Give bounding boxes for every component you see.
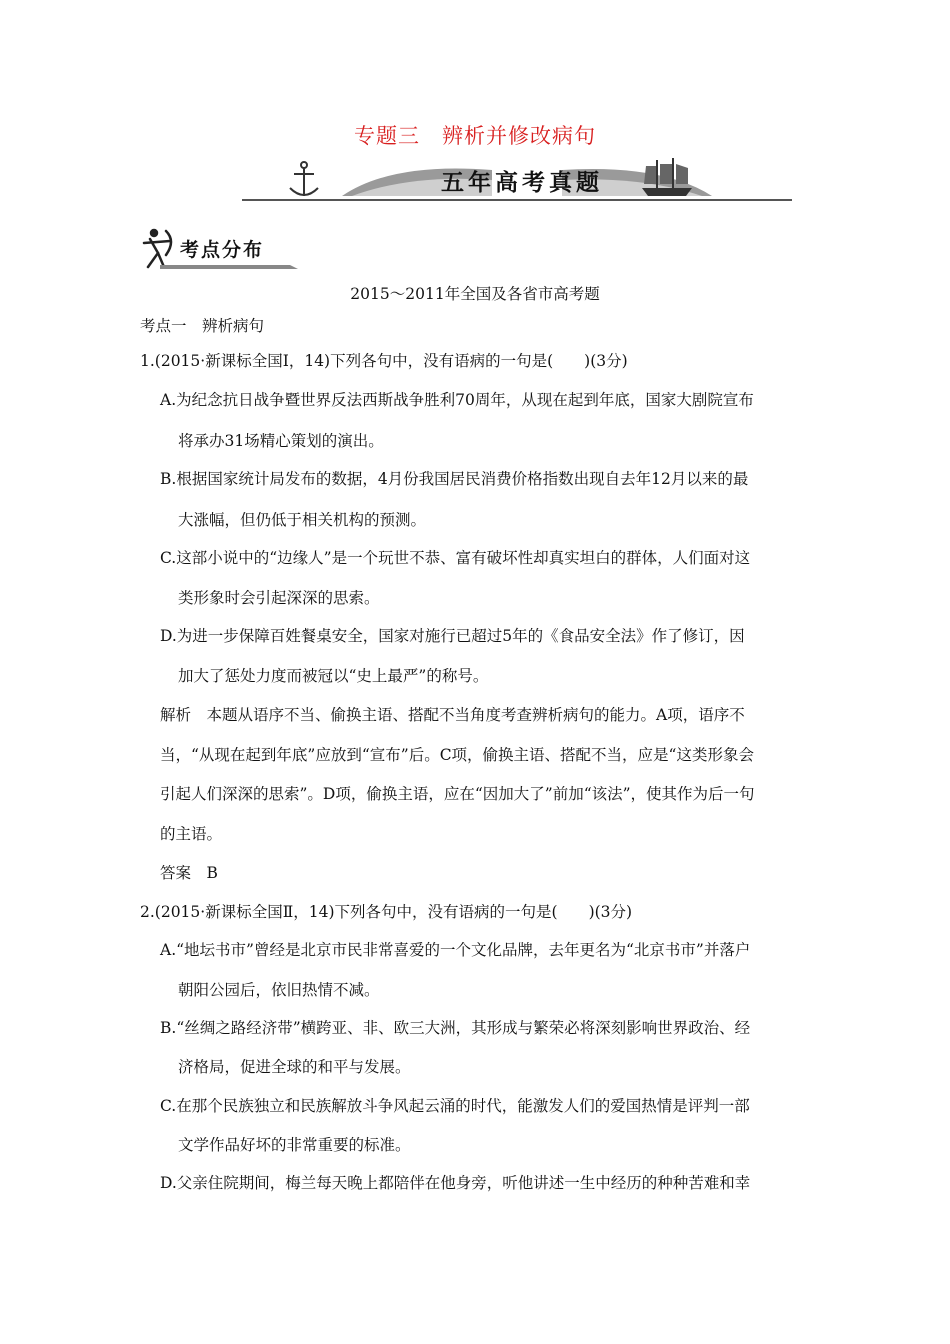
option-a-line1: A.“地坛书市”曾经是北京市民非常喜爱的一个文化品牌，去年更名为“北京书市”并落户 [160, 941, 751, 959]
option-d-line1: D.为进一步保障百姓餐桌安全，国家对施行已超过5年的《食品安全法》作了修订，因 [160, 627, 745, 645]
analysis-line1: 解析 本题从语序不当、偷换主语、搭配不当角度考查辨析病句的能力。A项，语序不 [160, 706, 745, 724]
option-c-line2: 类形象时会引起深深的思索。 [178, 589, 380, 607]
question-stem: 2.(2015·新课标全国Ⅱ，14)下列各句中，没有语病的一句是( )(3分) [140, 903, 633, 921]
option-c-line1: C.在那个民族独立和民族解放斗争风起云涌的时代，能激发人们的爱国热情是评判一部 [160, 1097, 750, 1115]
analysis-line4: 的主语。 [160, 825, 223, 843]
option-a-line2: 朝阳公园后，依旧热情不减。 [178, 981, 380, 999]
section-heading [140, 225, 300, 271]
option-d-line2: 加大了惩处力度而被冠以“史上最严”的称号。 [178, 667, 489, 685]
subtitle: 2015～2011年全国及各省市高考题 [350, 285, 600, 303]
option-d-line1: D.父亲住院期间，梅兰每天晚上都陪伴在他身旁，听他讲述一生中经历的种种苦难和幸 [160, 1174, 751, 1192]
option-b-line1: B.“丝绸之路经济带”横跨亚、非、欧三大洲，其形成与繁荣必将深刻影响世界政治、经 [160, 1019, 751, 1037]
option-b-line2: 大涨幅，但仍低于相关机构的预测。 [178, 511, 427, 529]
banner-title: 五年高考真题 [441, 170, 603, 196]
answer: 答案 B [160, 864, 218, 882]
section-title: 考点分布 [180, 239, 265, 261]
option-b-line2: 济格局，促进全球的和平与发展。 [178, 1058, 411, 1076]
option-a-line1: A.为纪念抗日战争暨世界反法西斯战争胜利70周年，从现在起到年底，国家大剧院宣布 [160, 391, 754, 409]
anchor-icon [290, 162, 318, 196]
analysis-line3: 引起人们深深的思索”。D项，偷换主语，应在“因加大了”前加“该法”，使其作为后一句 [160, 785, 755, 803]
question-stem: 1.(2015·新课标全国Ⅰ，14)下列各句中，没有语病的一句是( )(3分) [140, 352, 628, 370]
page-title: 专题三 辨析并修改病句 [354, 124, 596, 148]
option-b-line1: B.根据国家统计局发布的数据，4月份我国居民消费价格指数出现自去年12月以来的最 [160, 470, 749, 488]
banner [242, 156, 792, 206]
point-heading: 考点一 辨析病句 [140, 317, 265, 335]
option-c-line2: 文学作品好坏的非常重要的标准。 [178, 1136, 411, 1154]
analysis-line2: 当，“从现在起到年底”应放到“宣布”后。C项，偷换主语、搭配不当，应是“这类形象会 [160, 746, 754, 764]
option-a-line2: 将承办31场精心策划的演出。 [178, 432, 384, 450]
option-c-line1: C.这部小说中的“边缘人”是一个玩世不恭、富有破坏性却真实坦白的群体，人们面对这 [160, 549, 751, 567]
